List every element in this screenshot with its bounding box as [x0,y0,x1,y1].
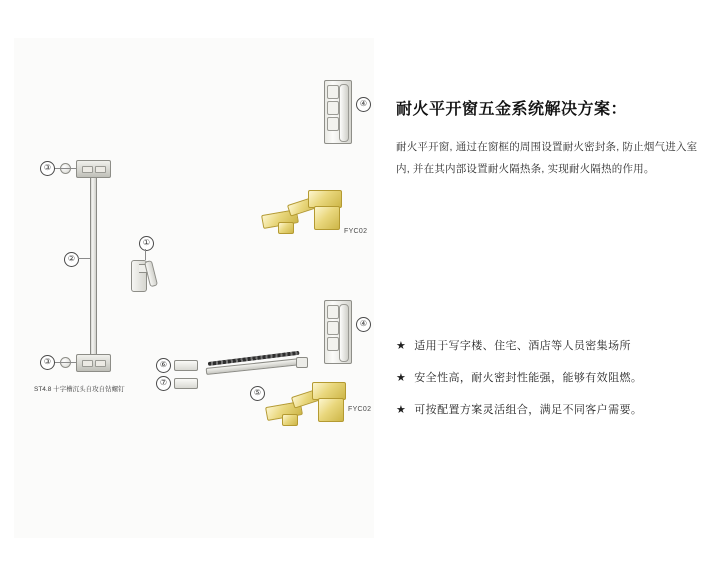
callout-marker: ⑥ [156,358,171,373]
brass-shoe-icon [282,414,298,426]
rod-slot-icon [82,166,93,173]
leader-line [54,362,76,363]
list-item [396,372,716,386]
star-icon: ★ [396,340,407,352]
hinge-knuckle-icon [327,101,339,115]
rod-slot-icon [95,166,106,173]
list-item-label: 可按配置方案灵活组合，满足不同客户需要。 [414,403,643,416]
list-item-label: 安全性高，耐火密封性能强，能够有效阻燃。 [414,371,643,384]
rod-slot-icon [82,360,93,367]
list-item-label: 适用于写字楼、住宅、酒店等人员密集场所 [414,340,631,352]
screw-caption: ST4.8 十字槽沉头自攻自钻螺钉 [34,386,125,393]
brass-plate-icon [318,398,344,422]
callout-marker: ⑤ [250,386,265,401]
espagnolette-rod [90,166,97,366]
brass-shoe-icon [278,222,294,234]
feature-bullet-list [396,340,716,435]
small-plate-part [174,378,198,389]
steel-hinge-upper [324,80,352,144]
hinge-barrel-icon [339,84,349,142]
leader-line [54,168,76,169]
hardware-exploded-diagram [14,38,374,538]
callout-marker: ⑦ [156,376,171,391]
part-code-label: FYC02 [348,406,372,413]
list-item [396,404,716,418]
rod-slot-icon [95,360,106,367]
description-paragraph: 耐火平开窗, 通过在窗框的周围设置耐火密封条, 防止烟气进入室内, 并在其内部设置耐火隔热条, 实现耐火隔热的作用。 [396,141,698,175]
callout-marker: ④ [356,317,371,332]
steel-hinge-lower [324,300,352,364]
brass-hinge-upper [262,188,342,242]
hinge-barrel-icon [339,304,349,362]
page-title: 耐火平开窗五金系统解决方案： [396,101,628,118]
hinge-knuckle-icon [327,305,339,319]
callout-marker: ④ [356,97,371,112]
hinge-knuckle-icon [327,337,339,351]
list-item [396,340,716,354]
hinge-knuckle-icon [327,117,339,131]
brass-plate-icon [314,206,340,230]
leader-line [145,249,146,260]
rod-top-gearbox [76,160,111,178]
callout-marker: ③ [40,161,55,176]
callout-marker: ③ [40,355,55,370]
brass-hinge-lower [266,378,346,432]
hinge-knuckle-icon [327,321,339,335]
callout-marker: ① [139,236,154,251]
small-bracket-part [174,360,198,371]
text-content-block [396,96,708,180]
hinge-knuckle-icon [327,85,339,99]
friction-stay-assembly [206,358,304,380]
callout-marker: ② [64,252,79,267]
part-code-label: FYC02 [344,228,368,235]
leader-line [78,258,90,259]
star-icon: ★ [396,403,407,416]
rod-bottom-gearbox [76,354,111,372]
star-icon: ★ [396,371,407,384]
stay-tip-icon [296,357,308,368]
